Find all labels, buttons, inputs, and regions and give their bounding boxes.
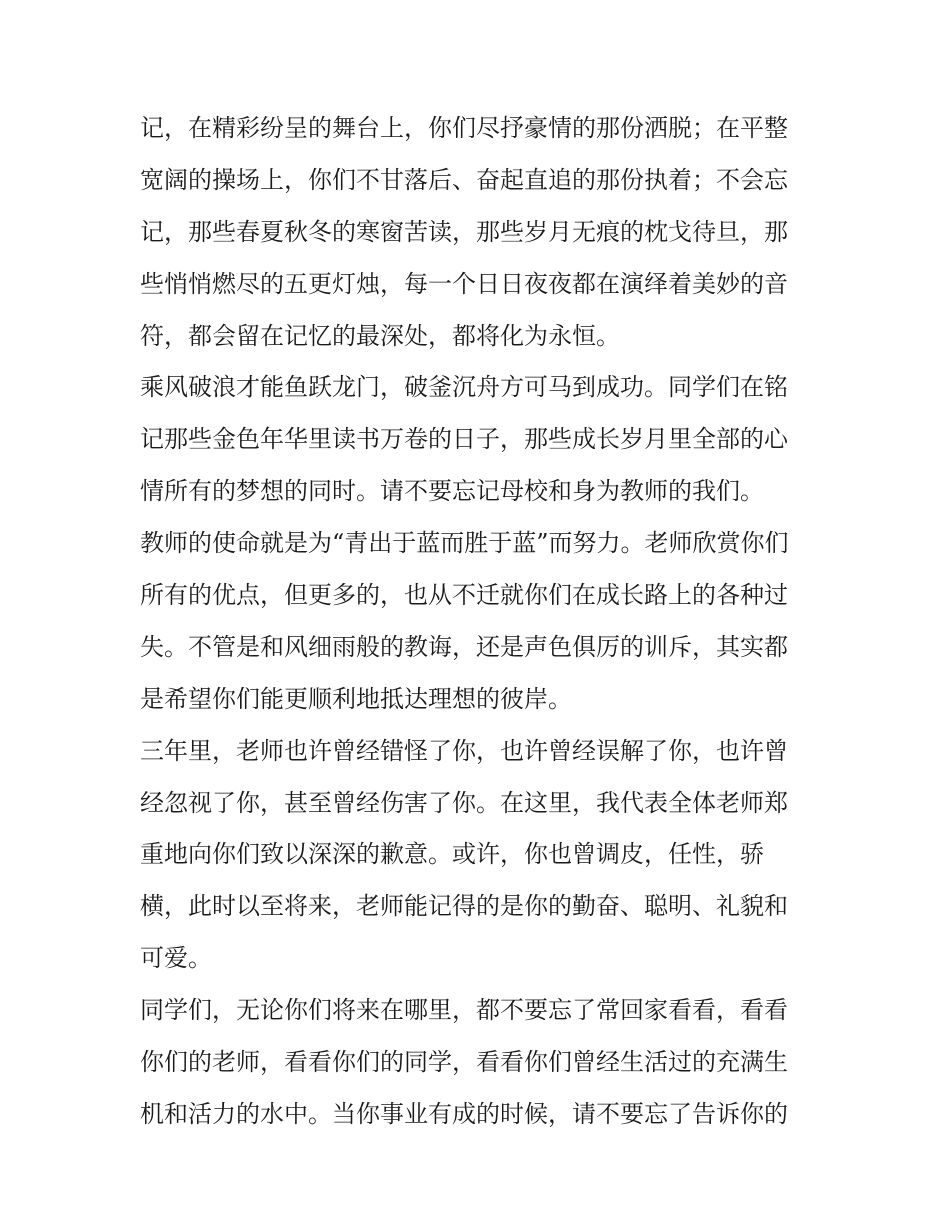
text-line: 同学们，无论你们将来在哪里，都不要忘了常回家看看，看看 bbox=[140, 996, 788, 1025]
text-line: 宽阔的操场上，你们不甘落后、奋起直追的那份执着；不会忘 bbox=[140, 165, 788, 194]
text-line: 三年里，老师也许曾经错怪了你，也许曾经误解了你，也许曾 bbox=[140, 736, 788, 765]
text-line: 记，那些春夏秋冬的寒窗苦读，那些岁月无痕的枕戈待旦，那 bbox=[140, 217, 788, 246]
text-line: 失。不管是和风细雨般的教诲，还是声色俱厉的训斥，其实都 bbox=[140, 632, 788, 661]
text-line: 你们的老师，看看你们的同学，看看你们曾经生活过的充满生 bbox=[140, 1048, 788, 1077]
text-line: 横，此时以至将来，老师能记得的是你的勤奋、聪明、礼貌和 bbox=[140, 892, 788, 921]
text-line: 符，都会留在记忆的最深处，都将化为永恒。 bbox=[140, 321, 620, 350]
text-line: 教师的使命就是为“青出于蓝而胜于蓝”而努力。老师欣赏你们 bbox=[140, 529, 789, 558]
text-line: 是希望你们能更顺利地抵达理想的彼岸。 bbox=[140, 684, 572, 713]
text-line: 记那些金色年华里读书万卷的日子，那些成长岁月里全部的心 bbox=[140, 425, 788, 454]
text-line: 情所有的梦想的同时。请不要忘记母校和身为教师的我们。 bbox=[140, 477, 764, 506]
text-line: 所有的优点，但更多的，也从不迁就你们在成长路上的各种过 bbox=[140, 581, 788, 610]
text-line: 乘风破浪才能鱼跃龙门，破釜沉舟方可马到成功。同学们在铭 bbox=[140, 373, 788, 402]
text-line: 记，在精彩纷呈的舞台上，你们尽抒豪情的那份洒脱；在平整 bbox=[140, 114, 788, 142]
text-line: 机和活力的水中。当你事业有成的时候，请不要忘了告诉你的 bbox=[140, 1099, 788, 1128]
text-line: 些悄悄燃尽的五更灯烛，每一个日日夜夜都在演绎着美妙的音 bbox=[140, 269, 788, 298]
text-line: 重地向你们致以深深的歉意。或许，你也曾调皮，任性，骄 bbox=[140, 840, 764, 869]
text-line: 可爱。 bbox=[140, 944, 212, 973]
body-text bbox=[140, 103, 820, 1141]
text-line: 经忽视了你，甚至曾经伤害了你。在这里，我代表全体老师郑 bbox=[140, 788, 788, 817]
